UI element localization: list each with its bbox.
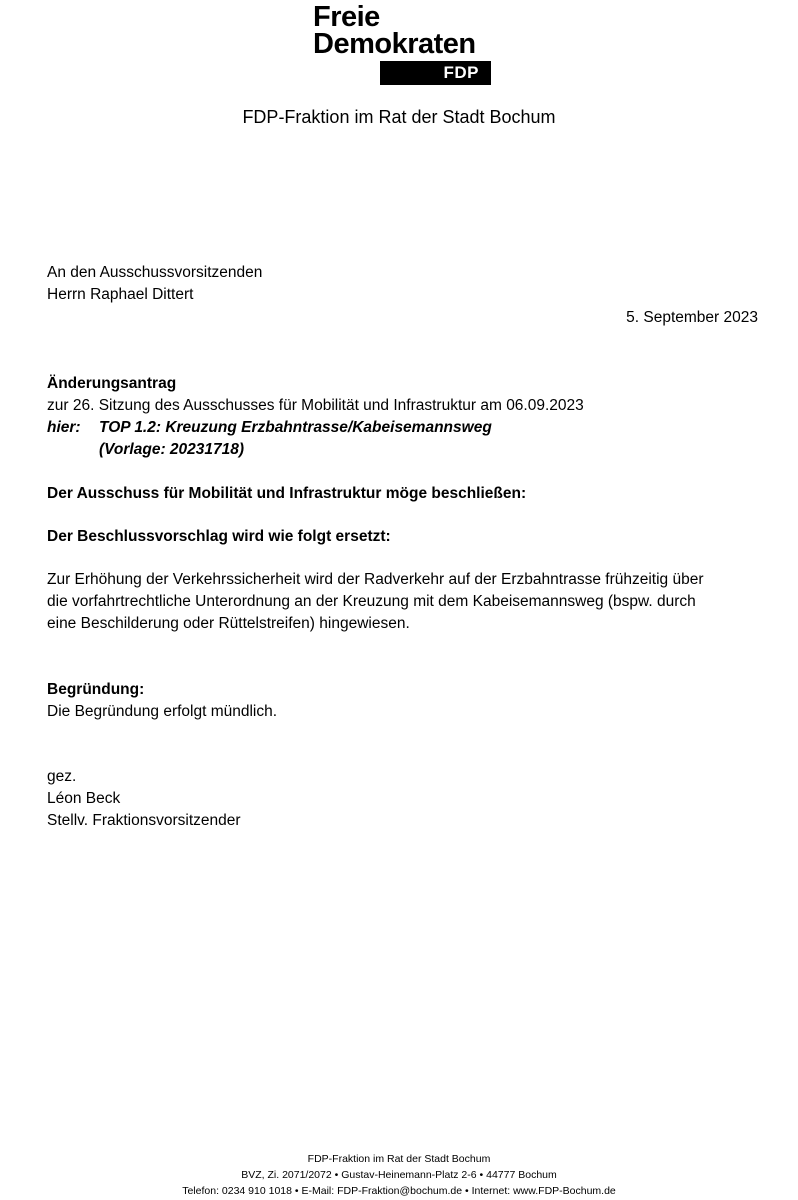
subject-title: Änderungsantrag [47,375,177,392]
page-footer [0,1151,798,1199]
logo-line-freie: Freie [313,1,380,33]
logo-line-demokraten: Demokraten [313,28,476,60]
motion-statement-2: Der Beschlussvorschlag wird wie folgt ersetzt: [47,528,391,545]
subject-top-item: TOP 1.2: Kreuzung Erzbahntrasse/Kabeisemannsweg [99,419,492,436]
reasoning-text: Die Begründung erfolgt mündlich. [47,703,278,720]
signature-gez: gez. [47,768,77,785]
recipient-line-2: Herrn Raphael Dittert [47,286,194,303]
letter-date: 5. September 2023 [626,309,758,326]
subject-hier-label: hier: [47,419,81,436]
fdp-logo [313,1,493,85]
subject-vorlage: (Vorlage: 20231718) [99,441,245,458]
signature-role: Stellv. Fraktionsvorsitzender [47,812,241,829]
subject-meeting-line: zur 26. Sitzung des Ausschusses für Mobilität und Infrastruktur am 06.09.2023 [47,397,584,414]
footer-line-2: BVZ, Zi. 2071/2072 • Gustav-Heinemann-Platz 2-6 • 44777 Bochum [241,1169,557,1181]
footer-line-3: Telefon: 0234 910 1018 • E-Mail: FDP-Fraktion@bochum.de • Internet: www.FDP-Bochum.de [182,1185,616,1197]
motion-statement-1: Der Ausschuss für Mobilität und Infrastruktur möge beschließen: [47,485,527,502]
reasoning-title: Begründung: [47,681,145,698]
motion-body-line-1: Zur Erhöhung der Verkehrssicherheit wird der Radverkehr auf der Erzbahntrasse frühzeitig über [47,571,704,588]
signature-name: Léon Beck [47,790,121,807]
logo-badge-fdp: FDP [380,61,491,85]
motion-body-line-3: eine Beschilderung oder Rüttelstreifen) hingewiesen. [47,615,410,632]
recipient-line-1: An den Ausschussvorsitzenden [47,264,263,281]
motion-body-line-2: die vorfahrtrechtliche Unterordnung an der Kreuzung mit dem Kabeisemannsweg (bspw. durch [47,593,696,610]
footer-line-1: FDP-Fraktion im Rat der Stadt Bochum [307,1153,491,1165]
letterhead-title: FDP-Fraktion im Rat der Stadt Bochum [242,107,556,127]
